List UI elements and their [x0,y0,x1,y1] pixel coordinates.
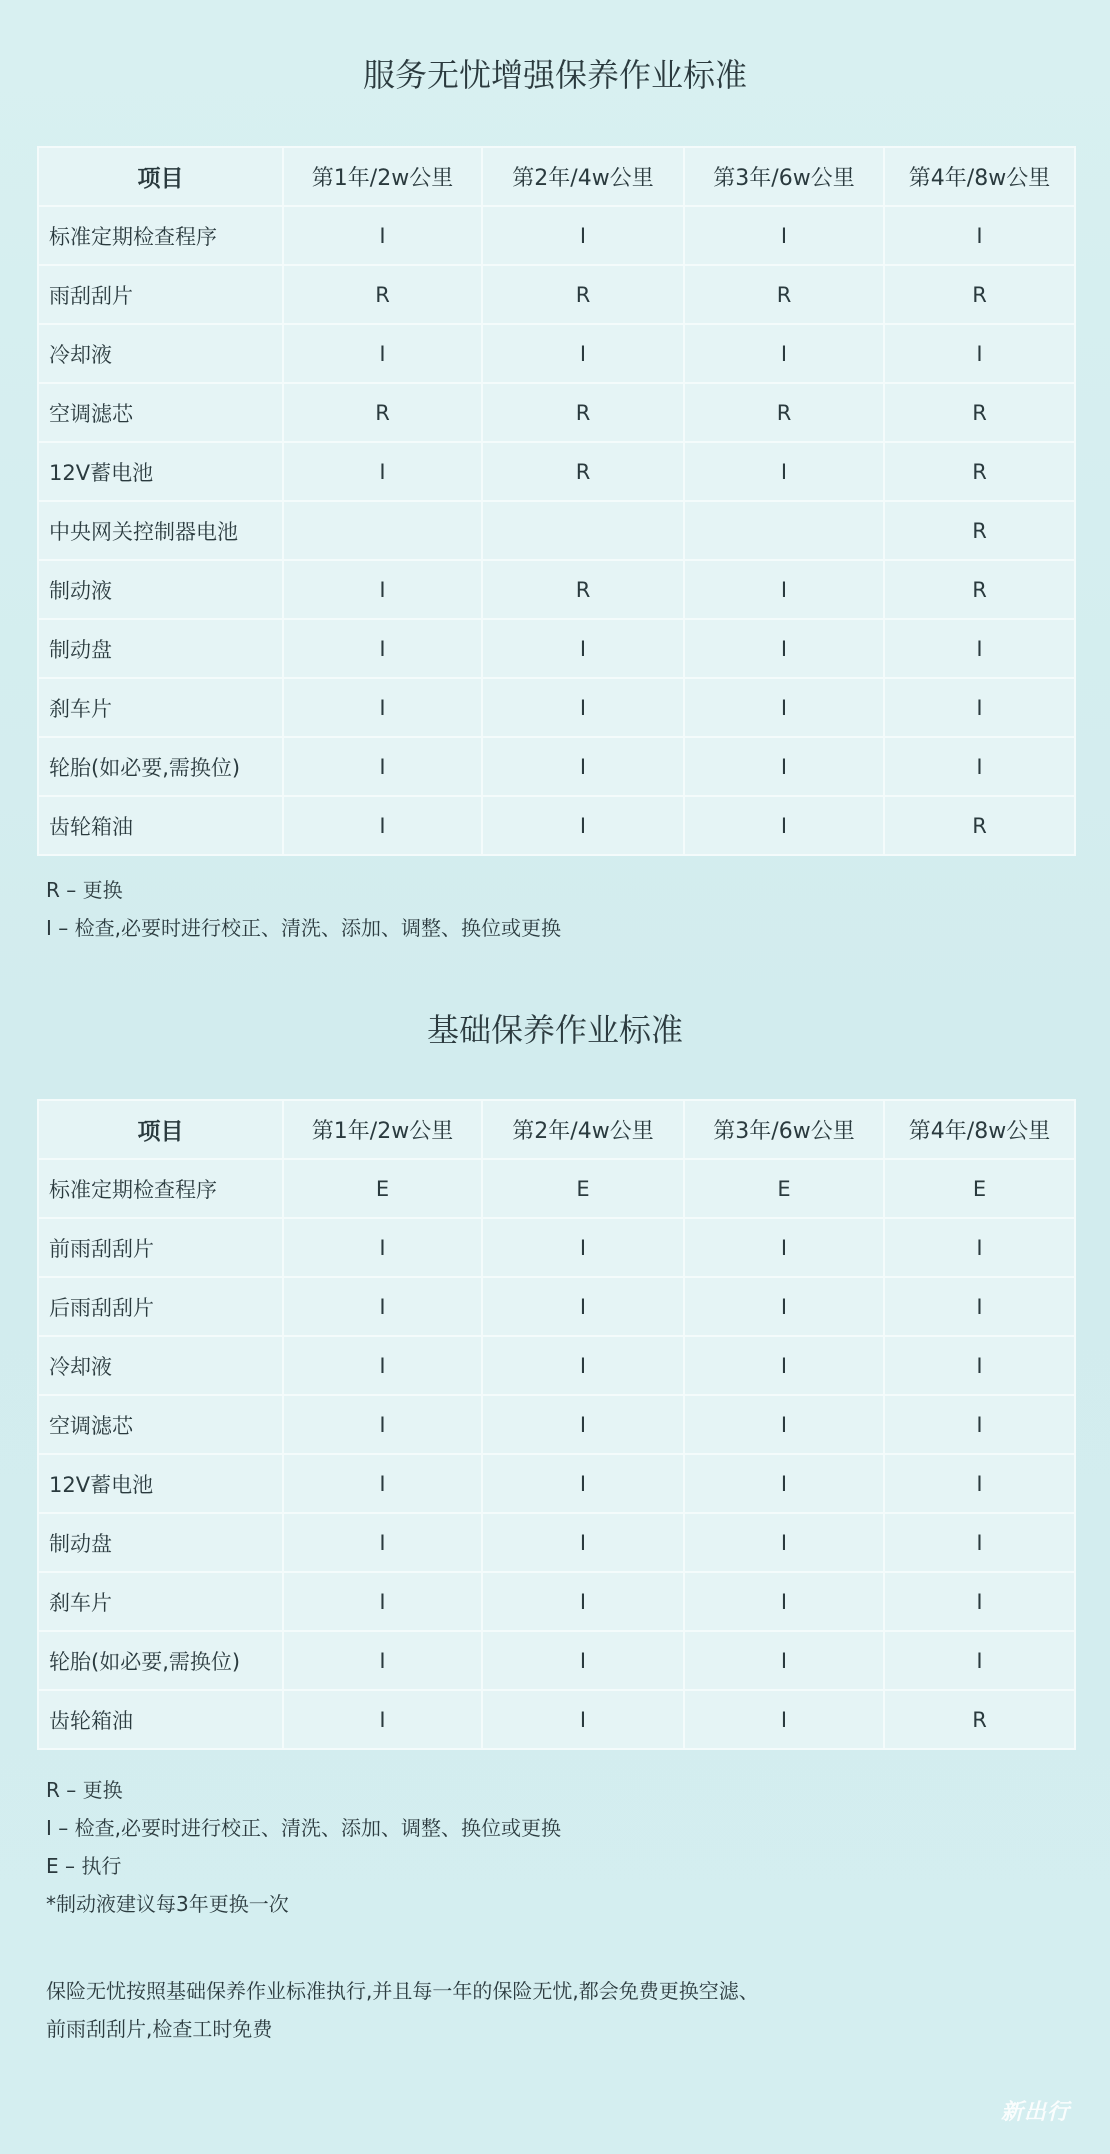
cell-value: I [884,678,1075,737]
item-name: 中央网关控制器电池 [38,501,283,560]
cell-value: I [283,1336,482,1395]
cell-value: I [684,1572,884,1631]
cell-value: I [283,1513,482,1572]
cell-value: I [482,1690,684,1749]
cell-value: R [884,442,1075,501]
cell-value: I [884,1336,1075,1395]
cell-value: I [283,206,482,265]
cell-value: I [684,1631,884,1690]
cell-value: I [283,678,482,737]
cell-value: I [283,1454,482,1513]
column-header: 第1年/2w公里 [283,147,482,206]
item-name: 刹车片 [38,678,283,737]
section1-legend [46,871,561,947]
item-name: 齿轮箱油 [38,796,283,855]
table-row [38,1336,1075,1395]
cell-value: I [283,1218,482,1277]
note-line: E – 执行 [46,1854,122,1878]
table-row [38,1159,1075,1218]
cell-value: I [684,1513,884,1572]
cell-value: I [884,206,1075,265]
cell-value: R [684,265,884,324]
table-row [38,265,1075,324]
cell-value: I [684,1454,884,1513]
table-row [38,1277,1075,1336]
cell-value: I [884,1631,1075,1690]
cell-value: I [684,1336,884,1395]
table-row [38,1631,1075,1690]
section2-legend [46,1771,561,1923]
item-name: 冷却液 [38,1336,283,1395]
basic-maintenance-table [37,1099,1076,1750]
header-row [38,1100,1075,1159]
cell-value: I [482,1572,684,1631]
cell-value: I [482,737,684,796]
cell-value: I [482,1336,684,1395]
watermark-logo: 新出行 [1000,2100,1070,2125]
table-row [38,1395,1075,1454]
cell-value: E [482,1159,684,1218]
item-name: 制动液 [38,560,283,619]
cell-value: R [684,383,884,442]
column-header: 第2年/4w公里 [482,147,684,206]
table-row [38,737,1075,796]
cell-value: I [482,1513,684,1572]
cell-value: I [482,619,684,678]
cell-value: I [884,737,1075,796]
table-row [38,501,1075,560]
column-header: 第1年/2w公里 [283,1100,482,1159]
cell-value: I [283,737,482,796]
cell-value: R [884,383,1075,442]
cell-value: R [482,265,684,324]
column-header: 项目 [38,147,283,206]
cell-value: I [283,1631,482,1690]
cell-value: I [684,1277,884,1336]
table-row [38,1572,1075,1631]
table-row [38,678,1075,737]
cell-value: I [884,1395,1075,1454]
cell-value: I [884,324,1075,383]
footer-note [46,1972,759,2048]
cell-value: I [283,1572,482,1631]
table-row [38,1690,1075,1749]
cell-value: I [482,1277,684,1336]
cell-value: I [283,1395,482,1454]
table-row [38,206,1075,265]
cell-value: I [482,324,684,383]
cell-value: I [684,206,884,265]
item-name: 后雨刮刮片 [38,1277,283,1336]
table-row [38,324,1075,383]
cell-value: E [684,1159,884,1218]
item-name: 12V蓄电池 [38,1454,283,1513]
cell-value: I [884,1454,1075,1513]
cell-value: I [884,1218,1075,1277]
table-row [38,442,1075,501]
cell-value: I [684,737,884,796]
item-name: 制动盘 [38,619,283,678]
cell-value: R [283,383,482,442]
note-line: I – 检查,必要时进行校正、清洗、添加、调整、换位或更换 [46,1816,561,1840]
cell-value: E [884,1159,1075,1218]
cell-value: I [684,1218,884,1277]
cell-value: I [884,1277,1075,1336]
table-row [38,1218,1075,1277]
cell-value: I [482,796,684,855]
cell-value: R [482,383,684,442]
section1-title: 服务无忧增强保养作业标准 [362,56,747,94]
item-name: 齿轮箱油 [38,1690,283,1749]
cell-value: I [884,619,1075,678]
cell-value: I [684,678,884,737]
cell-value: I [482,1454,684,1513]
cell-value: I [684,1395,884,1454]
column-header: 第3年/6w公里 [684,1100,884,1159]
item-name: 12V蓄电池 [38,442,283,501]
cell-value: I [482,206,684,265]
item-name: 空调滤芯 [38,1395,283,1454]
cell-value: I [283,324,482,383]
cell-value [283,501,482,560]
item-name: 空调滤芯 [38,383,283,442]
item-name: 轮胎(如必要,需换位) [38,737,283,796]
cell-value: R [884,1690,1075,1749]
cell-value: R [884,265,1075,324]
cell-value: I [482,678,684,737]
cell-value: I [283,560,482,619]
cell-value: I [684,619,884,678]
cell-value: I [482,1395,684,1454]
cell-value: I [283,442,482,501]
cell-value: I [684,560,884,619]
cell-value: I [283,1277,482,1336]
note-line: R – 更换 [46,878,123,902]
cell-value: R [482,560,684,619]
cell-value: R [884,501,1075,560]
table-row [38,1513,1075,1572]
note-line: I – 检查,必要时进行校正、清洗、添加、调整、换位或更换 [46,916,561,940]
item-name: 轮胎(如必要,需换位) [38,1631,283,1690]
column-header: 第4年/8w公里 [884,1100,1075,1159]
cell-value: I [684,324,884,383]
cell-value: I [482,1631,684,1690]
cell-value: I [884,1572,1075,1631]
cell-value: I [684,1690,884,1749]
cell-value: R [884,796,1075,855]
table-row [38,1454,1075,1513]
item-name: 标准定期检查程序 [38,1159,283,1218]
column-header: 第3年/6w公里 [684,147,884,206]
cell-value: R [884,560,1075,619]
table-row [38,619,1075,678]
table-row [38,560,1075,619]
cell-value: I [283,796,482,855]
section2-title: 基础保养作业标准 [426,1011,683,1049]
note-line: 保险无忧按照基础保养作业标准执行,并且每一年的保险无忧,都会免费更换空滤、 [46,1979,759,2003]
note-line: R – 更换 [46,1778,123,1802]
cell-value: E [283,1159,482,1218]
cell-value: R [283,265,482,324]
cell-value: I [283,1690,482,1749]
item-name: 制动盘 [38,1513,283,1572]
cell-value: I [283,619,482,678]
cell-value [684,501,884,560]
column-header: 项目 [38,1100,283,1159]
cell-value [482,501,684,560]
cell-value: I [884,1513,1075,1572]
cell-value: I [684,796,884,855]
cell-value: R [482,442,684,501]
item-name: 标准定期检查程序 [38,206,283,265]
table-row [38,383,1075,442]
item-name: 前雨刮刮片 [38,1218,283,1277]
column-header: 第4年/8w公里 [884,147,1075,206]
enhanced-maintenance-table [37,146,1076,856]
column-header: 第2年/4w公里 [482,1100,684,1159]
item-name: 刹车片 [38,1572,283,1631]
item-name: 雨刮刮片 [38,265,283,324]
note-line: *制动液建议每3年更换一次 [46,1892,289,1916]
cell-value: I [482,1218,684,1277]
note-line: 前雨刮刮片,检查工时免费 [46,2017,273,2041]
item-name: 冷却液 [38,324,283,383]
table-row [38,796,1075,855]
header-row [38,147,1075,206]
cell-value: I [684,442,884,501]
